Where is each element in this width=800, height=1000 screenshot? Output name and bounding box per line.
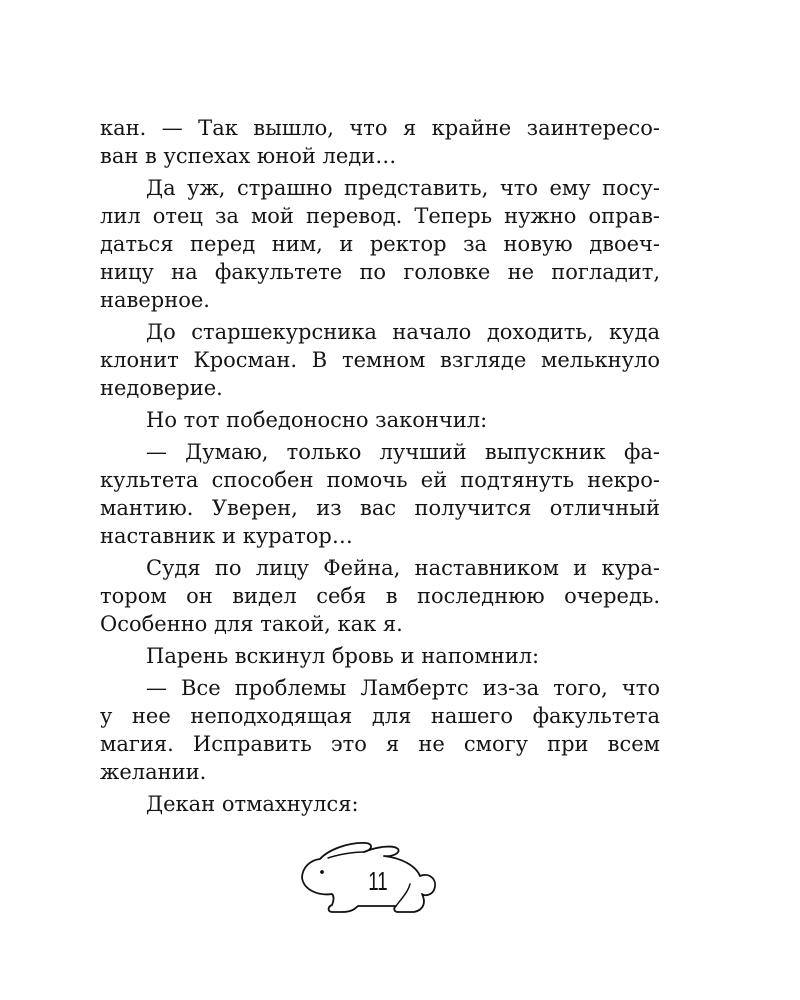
text-line: даться перед ним, и ректор за новую двоеч-: [100, 232, 660, 256]
text-line: Судя по лицу Фейна, наставником и кура-: [146, 556, 660, 580]
text-line: До старшекурсника начало доходить, куда: [146, 320, 660, 344]
text-line: Особенно для такой, как я.: [100, 612, 403, 636]
paragraph: [100, 114, 660, 170]
text-line: культета способен помочь ей подтянуть некро-: [100, 468, 660, 492]
paragraph: [100, 790, 660, 818]
paragraph: [100, 174, 660, 314]
text-line: ван в успехах юной леди…: [100, 144, 397, 168]
text-line: Парень вскинул бровь и напомнил:: [146, 644, 540, 668]
paragraph: [100, 554, 660, 638]
paragraph: [100, 406, 660, 434]
text-line: недоверие.: [100, 376, 223, 400]
text-line: желании.: [100, 760, 207, 784]
text-line: ницу на факультете по головке не погладит,: [100, 260, 660, 284]
text-line: тором он видел себя в последнюю очередь.: [100, 584, 660, 608]
paragraph: [100, 438, 660, 550]
text-line: клонит Кросман. В темном взгляде мелькнуло: [100, 348, 660, 372]
paragraph: [100, 674, 660, 786]
text-line: магия. Исправить это я не смогу при всем: [100, 732, 660, 756]
text-line: кан. — Так вышло, что я крайне заинтересо-: [100, 116, 660, 140]
text-line: Но тот победоносно закончил:: [146, 408, 488, 432]
text-line: наставник и куратор…: [100, 524, 353, 548]
paragraph: [100, 642, 660, 670]
text-line: наверное.: [100, 288, 210, 312]
page-body-text: [100, 114, 660, 818]
text-line: — Все проблемы Ламбертс из-за того, что: [146, 676, 660, 700]
page-number: 11: [368, 866, 388, 896]
text-line: мантию. Уверен, из вас получится отличный: [100, 496, 660, 520]
text-line: Декан отмахнулся:: [146, 792, 359, 816]
text-line: — Думаю, только лучший выпускник фа-: [146, 440, 660, 464]
text-line: у нее неподходящая для нашего факультета: [100, 704, 660, 728]
text-line: Да уж, страшно представить, что ему посу-: [146, 176, 660, 200]
text-line: лил отец за мой перевод. Теперь нужно оправ-: [100, 204, 660, 228]
paragraph: [100, 318, 660, 402]
